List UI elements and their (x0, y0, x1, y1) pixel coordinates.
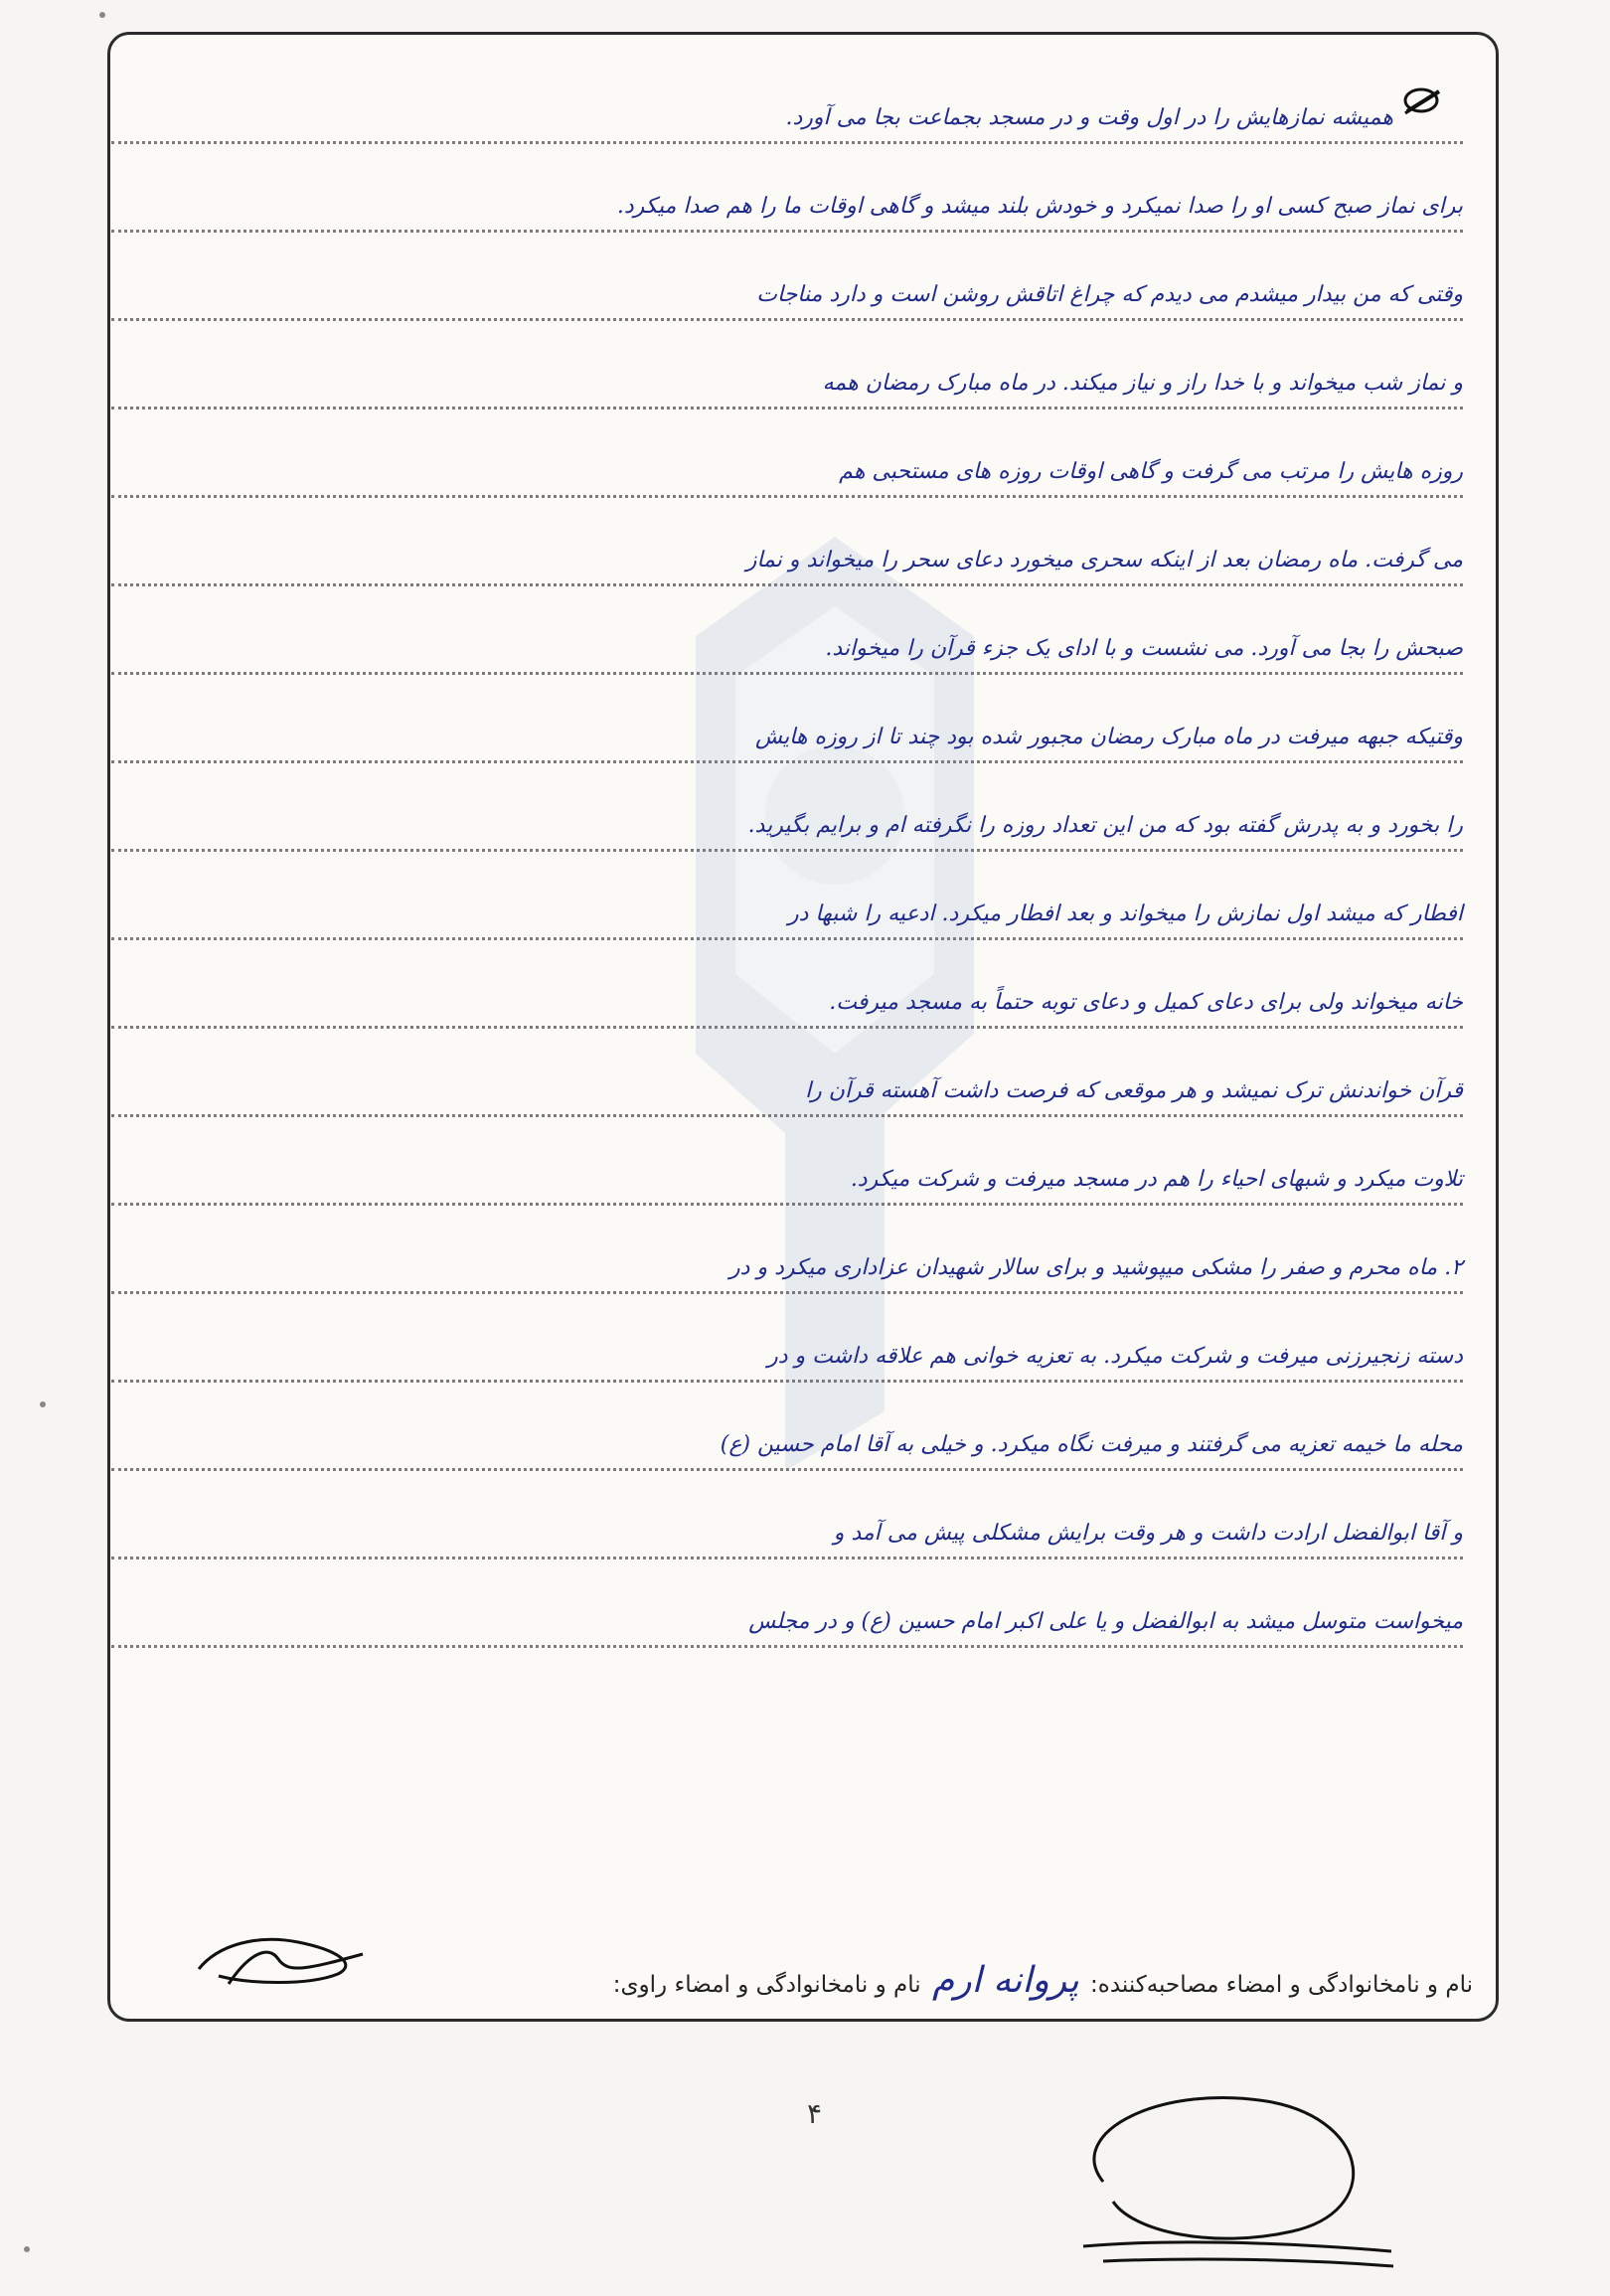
transcript-line (111, 72, 1463, 160)
interviewer-name: پروانه ارم (931, 1960, 1079, 2001)
margin-dot (24, 2246, 30, 2252)
transcript-line (111, 868, 1463, 956)
transcript-line (111, 248, 1463, 337)
transcript-line (111, 956, 1463, 1045)
transcript-line (111, 514, 1463, 602)
narrator-label: نام و نامخانوادگی و امضاء راوی: (612, 1972, 921, 1998)
line-text: دسته زنجیرزنی میرفت و شرکت میکرد. به تعزیه خوانی هم علاقه داشت و در (767, 1344, 1463, 1369)
narrator-signature (189, 1924, 368, 1994)
line-text: و نماز شب میخواند و با خدا راز و نیاز میکند. در ماه مبارک رمضان همه (822, 371, 1463, 396)
transcript-line (111, 1133, 1463, 1222)
transcript-line (111, 1045, 1463, 1133)
transcript-line (111, 1398, 1463, 1487)
line-text: صبحش را بجا می آورد. می نشست و با ادای یک جزء قرآن را میخواند. (825, 636, 1463, 661)
interviewer-label: نام و نامخانوادگی و امضاء مصاحبه‌کننده: (1090, 1972, 1473, 1998)
line-text: روزه هایش را مرتب می گرفت و گاهی اوقات روزه های مستحبی هم (839, 459, 1463, 484)
line-text: برای نماز صبح کسی او را صدا نمیکرد و خودش بلند میشد و گاهی اوقات ما را هم صدا میکرد. (616, 194, 1463, 219)
transcript-line (111, 1310, 1463, 1398)
line-text: را بخورد و به پدرش گفته بود که من این تعداد روزه را نگرفته ام و برایم بگیرید. (747, 813, 1463, 838)
margin-dot (40, 1401, 46, 1407)
line-text: همیشه نمازهایش را در اول وقت و در مسجد بجماعت بجا می آورد. (785, 105, 1393, 130)
margin-dot (99, 12, 105, 18)
line-text: افطار که میشد اول نمازش را میخواند و بعد افطار میکرد. ادعیه را شبها در (788, 902, 1463, 926)
interviewer-signature (1044, 2072, 1401, 2271)
line-text: می گرفت. ماه رمضان بعد از اینکه سحری میخورد دعای سحر را میخواند و نماز (745, 548, 1463, 573)
transcript-line (111, 337, 1463, 425)
transcript-line (111, 160, 1463, 248)
transcript-line (111, 691, 1463, 779)
page-number: ۴ (807, 2097, 823, 2130)
line-text: خانه میخواند ولی برای دعای کمیل و دعای توبه حتماً به مسجد میرفت. (829, 990, 1463, 1015)
transcript-line (111, 425, 1463, 514)
line-text: قرآن خواندنش ترک نمیشد و هر موقعی که فرصت داشت آهسته قرآن را (805, 1078, 1463, 1103)
signature-footer (613, 1960, 1473, 2001)
transcript-line (111, 1222, 1463, 1310)
line-text: میخواست متوسل میشد به ابوالفضل و یا علی اکبر امام حسین (ع) و در مجلس (748, 1609, 1463, 1634)
transcript-line (111, 602, 1463, 691)
transcript-line (111, 779, 1463, 868)
transcript-lines (111, 72, 1463, 1664)
line-text: وقتیکه جبهه میرفت در ماه مبارک رمضان مجبور شده بود چند تا از روزه هایش (755, 725, 1463, 749)
line-text: ۲. ماه محرم و صفر را مشکی میپوشید و برای سالار شهیدان عزاداری میکرد و در (729, 1255, 1463, 1280)
line-text: محله ما خیمه تعزیه می گرفتند و میرفت نگاه میکرد. و خیلی به آقا امام حسین (ع) (720, 1432, 1463, 1457)
line-text: تلاوت میکرد و شبهای احیاء را هم در مسجد میرفت و شرکت میکرد. (850, 1167, 1463, 1192)
transcript-line (111, 1487, 1463, 1575)
line-text: و آقا ابوالفضل ارادت داشت و هر وقت برایش مشکلی پیش می آمد و (833, 1521, 1463, 1546)
transcript-line (111, 1575, 1463, 1664)
line-text: وقتی که من بیدار میشدم می دیدم که چراغ اتاقش روشن است و دارد مناجات (756, 282, 1463, 307)
